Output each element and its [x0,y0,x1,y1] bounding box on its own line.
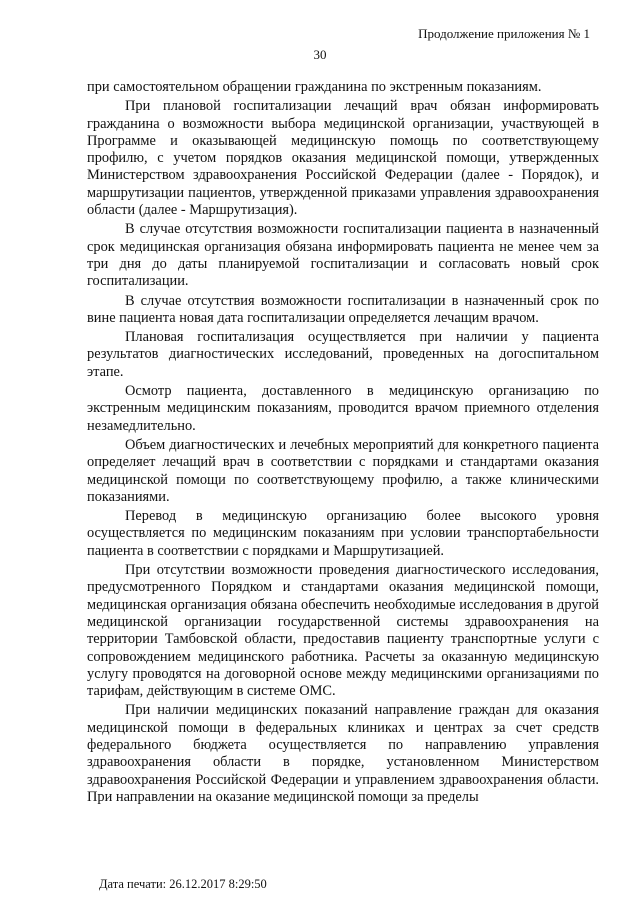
paragraph-8: Перевод в медицинскую организацию более высокого уровня осуществляется по медицинским показаниям при условии транспортабельности пациента в соответствии с порядками и Маршрутизацией. [87,508,599,559]
paragraph-7: Объем диагностических и лечебных мероприятий для конкретного пациента определяет лечащий врач в соответствии с порядками и стандартами оказания медицинской помощи по соответствующему профилю, а также клиническими показаниями. [87,436,599,505]
paragraph-6: Осмотр пациента, доставленного в медицинскую организацию по экстренным медицинским показаниям, проводится врачом приемного отделения незамедлительно. [87,383,599,434]
paragraph-4: В случае отсутствия возможности госпитализации в назначенный срок по вине пациента новая дата госпитализации определяется лечащим врачом. [87,292,599,326]
paragraph-9: При отсутствии возможности проведения диагностического исследования, предусмотренного Порядком и стандартами оказания медицинской помощи, медицинская организация обязана обеспечить необходимые исследования в другой медицинской организации государственной системы здравоохранения на территории Тамбовской области, предоставив пациенту транспортные услуги с сопровождением медицинского работника. Расчеты за оказанную медицинскую услугу проводятся на договорной основе между медицинскими организациями по тарифам, действующим в системе ОМС. [87,562,599,700]
paragraph-2: При плановой госпитализации лечащий врач обязан информировать гражданина о возможности выбора медицинской организации, участвующей в Программе и оказывающей медицинскую помощь по соответствующему профилю, с учетом порядков оказания медицинской помощи, утвержденных Министерством здравоохранения Российской Федерации (далее - Порядок), и маршрутизации пациентов, утвержденной приказами управления здравоохранения области (далее - Маршрутизация). [87,98,599,219]
page-number: 30 [313,47,327,62]
paragraph-10: При наличии медицинских показаний направление граждан для оказания медицинской помощи в федеральных клиниках и центрах за счет средств федерального бюджета осуществляется по направлению управления здравоохранения области в порядке, установленном Министерством здравоохранения Российской Федерации и управлением здравоохранения области. При направлении на оказание медицинской помощи за пределы [87,702,599,805]
print-date-footer: Дата печати: 26.12.2017 8:29:50 [99,877,267,891]
paragraph-1: при самостоятельном обращении гражданина по экстренным показаниям. [87,79,542,95]
paragraph-5: Плановая госпитализация осуществляется при наличии у пациента результатов диагностических исследований, проведенных на догоспитальном этапе. [87,329,599,380]
document-body [87,79,599,806]
appendix-continuation-header: Продолжение приложения № 1 [418,26,590,41]
paragraph-3: В случае отсутствия возможности госпитализации пациента в назначенный срок медицинская организация обязана информировать пациента не менее чем за три дня до даты планируемой госпитализации и согласовать новый срок госпитализации. [87,221,599,290]
